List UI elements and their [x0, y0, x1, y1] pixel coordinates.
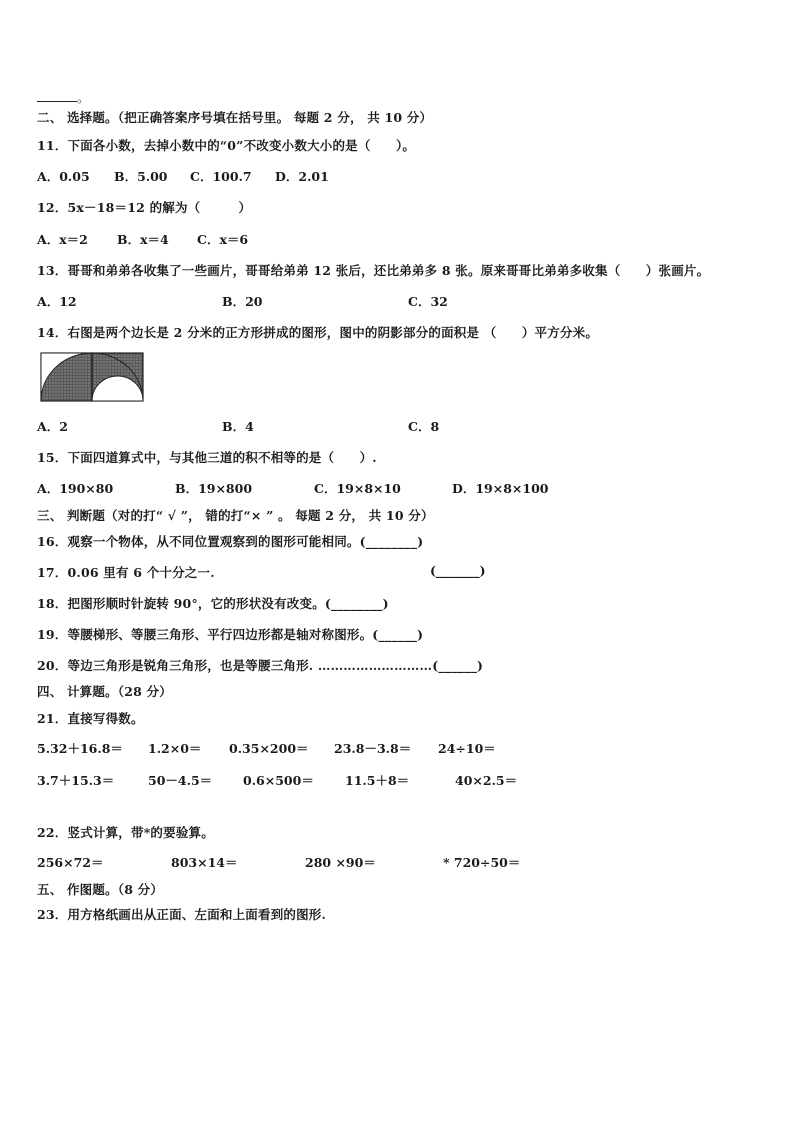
q13-option-a: A．12	[37, 294, 77, 309]
q21-item: 0.35×200＝	[229, 741, 309, 756]
q12-option-b: B．x＝4	[117, 232, 169, 247]
q17-answer-blank: (_______)	[430, 563, 486, 578]
q21-item: 40×2.5＝	[455, 773, 518, 788]
q19-statement: 19．等腰梯形、等腰三角形、平行四边形都是轴对称图形。(______)	[37, 627, 424, 642]
q16-statement: 16．观察一个物体，从不同位置观察到的图形可能相同。(________)	[37, 534, 424, 549]
q12-option-c: C．x＝6	[197, 232, 249, 247]
q15-stem: 15．下面四道算式中，与其他三道的积不相等的是（ ）.	[37, 450, 377, 465]
q13-option-b: B．20	[222, 294, 263, 309]
q14-option-b: B．4	[222, 419, 254, 434]
q15-option-c: C．19×8×10	[314, 481, 401, 496]
q21-item: 0.6×500＝	[243, 773, 314, 788]
shaded-squares-figure	[40, 352, 144, 402]
q14-option-a: A．2	[37, 419, 68, 434]
q11-option-d: D．2.01	[275, 169, 329, 184]
q14-stem: 14．右图是两个边长是 2 分米的正方形拼成的图形，图中的阴影部分的面积是 （ ）平方分米。	[37, 325, 599, 340]
q21-item: 1.2×0＝	[148, 741, 202, 756]
q20-statement: 20．等边三角形是锐角三角形，也是等腰三角形. ………………………(______)	[37, 658, 484, 673]
q11-option-c: C．100.7	[190, 169, 252, 184]
q13-stem: 13．哥哥和弟弟各收集了一些画片，哥哥给弟弟 12 张后，还比弟弟多 8 张。原来哥哥比弟弟多收集（ ）张画片。	[37, 263, 710, 278]
q21-item: 5.32＋16.8＝	[37, 741, 123, 756]
q13-option-c: C．32	[408, 294, 448, 309]
section-5-heading: 五、 作图题。（8 分）	[37, 882, 164, 897]
q21-stem: 21．直接写得数。	[37, 711, 144, 726]
section-2-heading: 二、 选择题。（把正确答案序号填在括号里。 每题 2 分， 共 10 分）	[37, 110, 433, 125]
q11-option-a: A．0.05	[37, 169, 90, 184]
q23-stem: 23．用方格纸画出从正面、左面和上面看到的图形.	[37, 907, 327, 922]
q21-item: 23.8－3.8＝	[334, 741, 412, 756]
q11-stem: 11．下面各小数，去掉小数中的“0”不改变小数大小的是（ ）。	[37, 138, 416, 153]
q17-statement: 17．0.06 里有 6 个十分之一.	[37, 565, 215, 580]
q11-option-b: B．5.00	[114, 169, 168, 184]
q21-item: 3.7＋15.3＝	[37, 773, 115, 788]
q21-item: 24÷10＝	[438, 741, 496, 756]
q22-stem: 22．竖式计算，带*的要验算。	[37, 825, 214, 840]
q15-option-b: B．19×800	[175, 481, 253, 496]
section-3-heading: 三、 判断题（对的打“ √ ”， 错的打“× ” 。 每题 2 分， 共 10 分）	[37, 508, 434, 523]
q22-item: 803×14＝	[171, 855, 238, 870]
top-answer-blank: 。	[37, 88, 90, 106]
q14-option-c: C．8	[408, 419, 440, 434]
q15-option-a: A．190×80	[37, 481, 114, 496]
q18-statement: 18．把图形顺时针旋转 90°，它的形状没有改变。(________)	[37, 596, 389, 611]
q22-item: 280 ×90＝	[305, 855, 376, 870]
q22-item: * 720÷50＝	[443, 855, 521, 870]
section-4-heading: 四、 计算题。（28 分）	[37, 684, 172, 699]
q21-item: 11.5＋8＝	[345, 773, 410, 788]
q12-option-a: A．x＝2	[37, 232, 88, 247]
q22-item: 256×72＝	[37, 855, 104, 870]
q15-option-d: D．19×8×100	[452, 481, 549, 496]
q12-stem: 12．5x－18＝12 的解为（ ）	[37, 200, 252, 215]
q21-item: 50－4.5＝	[148, 773, 213, 788]
